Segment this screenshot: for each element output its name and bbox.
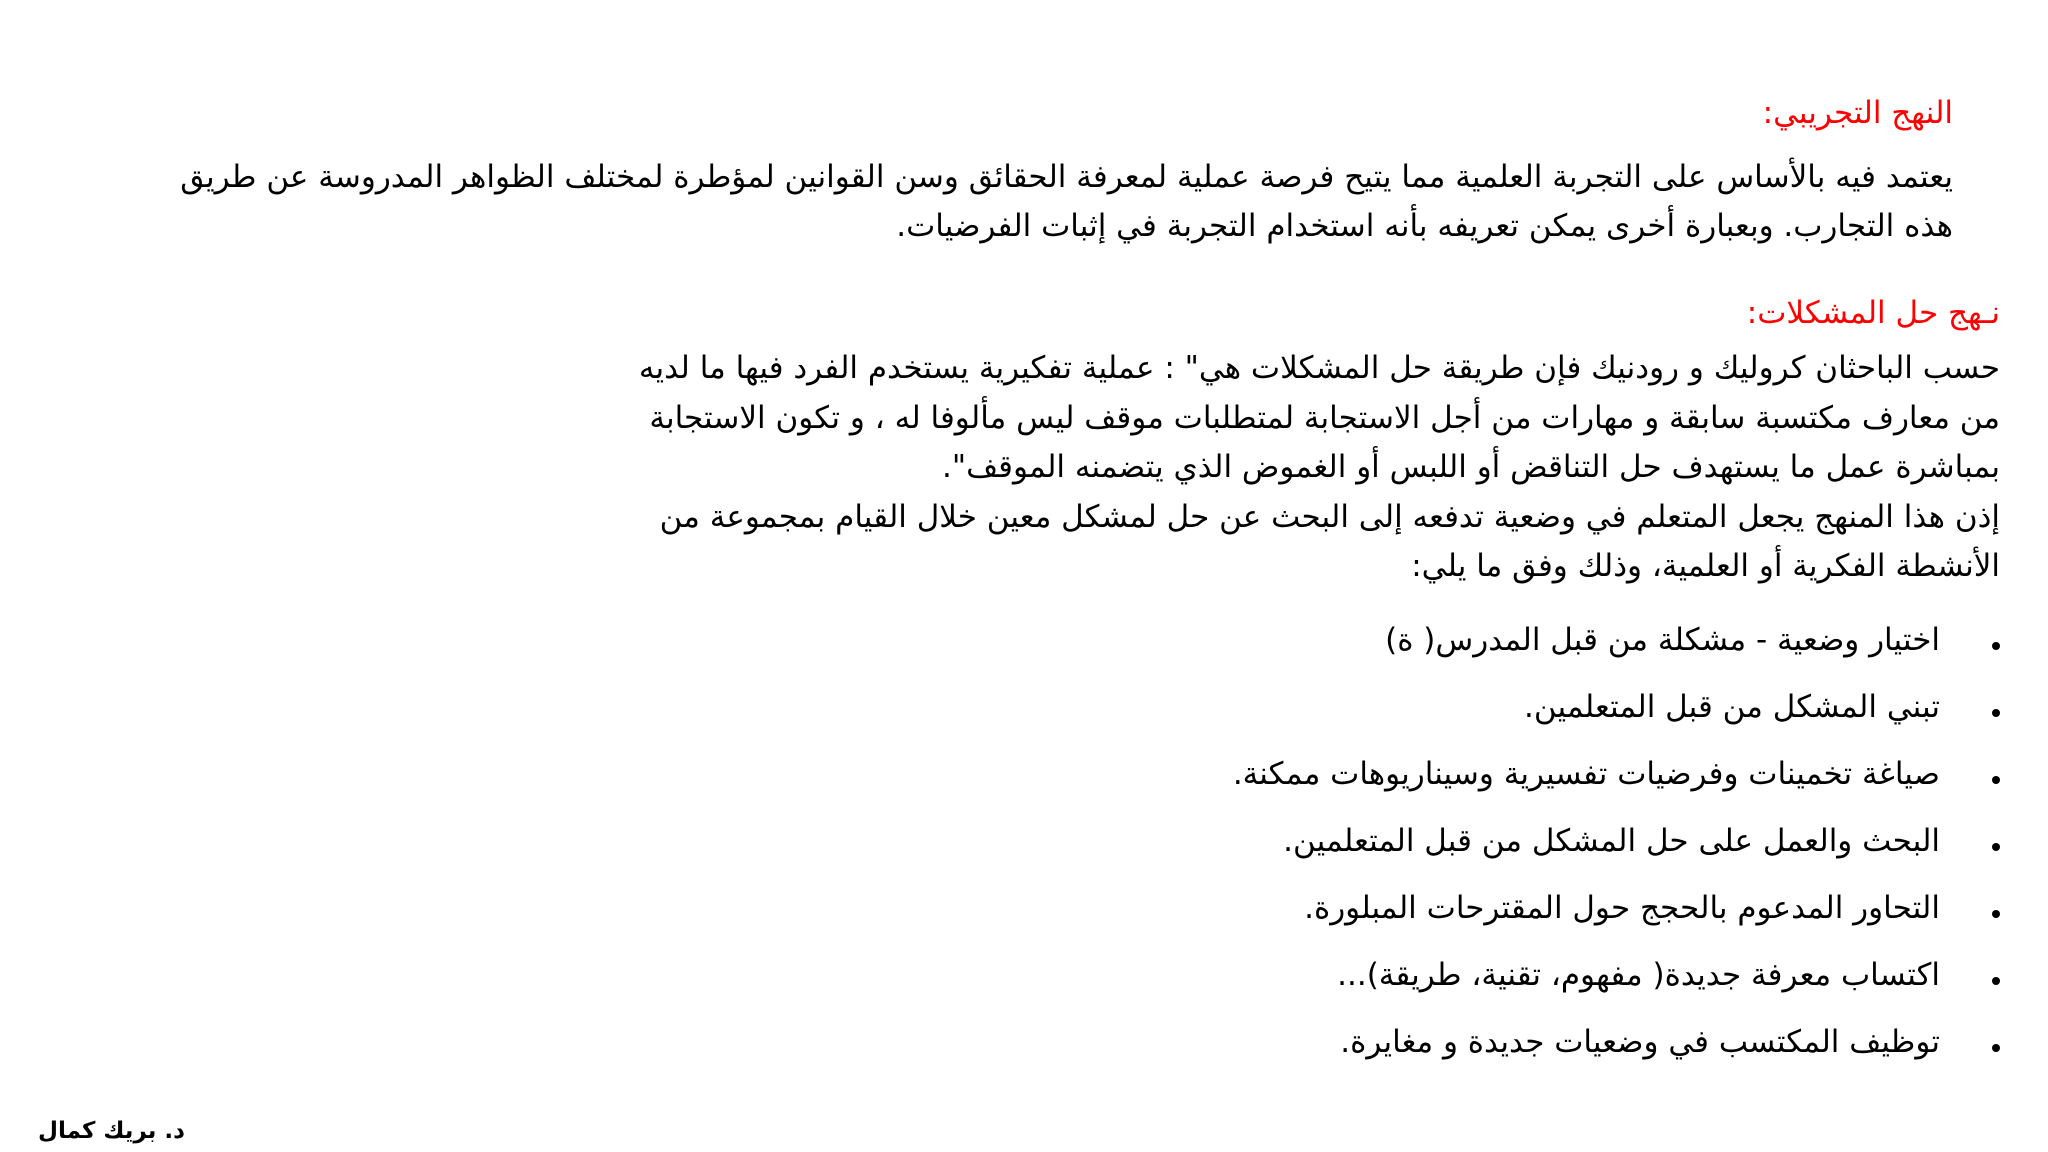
paragraph-line: إذن هذا المنهج يجعل المتعلم في وضعية تدفعه إلى البحث عن حل لمشكل معين خلال القيام بمجموعة من bbox=[659, 498, 2000, 535]
bullet-icon bbox=[1992, 977, 2000, 985]
list-item bbox=[1233, 612, 2000, 679]
bullet-icon bbox=[1992, 1044, 2000, 1052]
bullet-icon bbox=[1992, 843, 2000, 851]
section-heading-experimental-approach: النهج التجريبي: bbox=[1762, 95, 1953, 131]
bullet-icon bbox=[1992, 910, 2000, 918]
author-name: د. بريك كمال bbox=[38, 1118, 185, 1144]
paragraph-line: من معارف مكتسبة سابقة و مهارات من أجل الاستجابة لمتطلبات موقف ليس مألوفا له ، و تكون الاستجابة bbox=[649, 399, 2000, 436]
list-item-text: صياغة تخمينات وفرضيات تفسيرية وسيناريوهات ممكنة. bbox=[1232, 756, 1940, 792]
paragraph-line: حسب الباحثان كروليك و رودنيك فإن طريقة حل المشكلات هي" : عملية تفكيرية يستخدم الفرد فيها ما لديه bbox=[638, 350, 2000, 386]
list-item bbox=[1233, 679, 2000, 746]
section-heading-problem-solving: نـهج حل المشكلات: bbox=[1746, 295, 2000, 331]
paragraph-line: الأنشطة الفكرية أو العلمية، وذلك وفق ما يلي: bbox=[1411, 548, 2000, 584]
bullet-icon bbox=[1992, 642, 2000, 650]
paragraph-line: يعتمد فيه بالأساس على التجربة العلمية مما يتيح فرصة عملية لمعرفة الحقائق وسن القوانين لمؤطرة لمختلف الظواهر المدروسة عن طريق bbox=[180, 159, 1953, 195]
list-item-text: توظيف المكتسب في وضعيات جديدة و مغايرة. bbox=[1340, 1024, 1940, 1060]
list-item bbox=[1233, 813, 2000, 880]
list-item-text: البحث والعمل على حل المشكل من قبل المتعلمين. bbox=[1283, 823, 1940, 859]
problem-solving-steps-list bbox=[1233, 612, 2000, 1081]
list-item-text: اختيار وضعية - مشكلة من قبل المدرس( ة) bbox=[1385, 622, 1940, 658]
paragraph-line: بمباشرة عمل ما يستهدف حل التناقض أو اللبس أو الغموض الذي يتضمنه الموقف". bbox=[941, 449, 2000, 485]
list-item-text: التحاور المدعوم بالحجج حول المقترحات المبلورة. bbox=[1304, 890, 1940, 926]
problem-solving-paragraph bbox=[600, 344, 2000, 592]
list-item bbox=[1233, 947, 2000, 1014]
list-item bbox=[1233, 880, 2000, 947]
list-item bbox=[1233, 746, 2000, 813]
bullet-icon bbox=[1992, 709, 2000, 717]
experimental-approach-paragraph bbox=[133, 153, 1953, 251]
list-item-text: اكتساب معرفة جديدة( مفهوم، تقنية، طريقة)... bbox=[1337, 957, 1940, 993]
bullet-icon bbox=[1992, 776, 2000, 784]
paragraph-line: هذه التجارب. وبعبارة أخرى يمكن تعريفه بأنه استخدام التجربة في إثبات الفرضيات. bbox=[896, 208, 1953, 244]
list-item bbox=[1233, 1014, 2000, 1081]
list-item-text: تبني المشكل من قبل المتعلمين. bbox=[1524, 689, 1940, 725]
